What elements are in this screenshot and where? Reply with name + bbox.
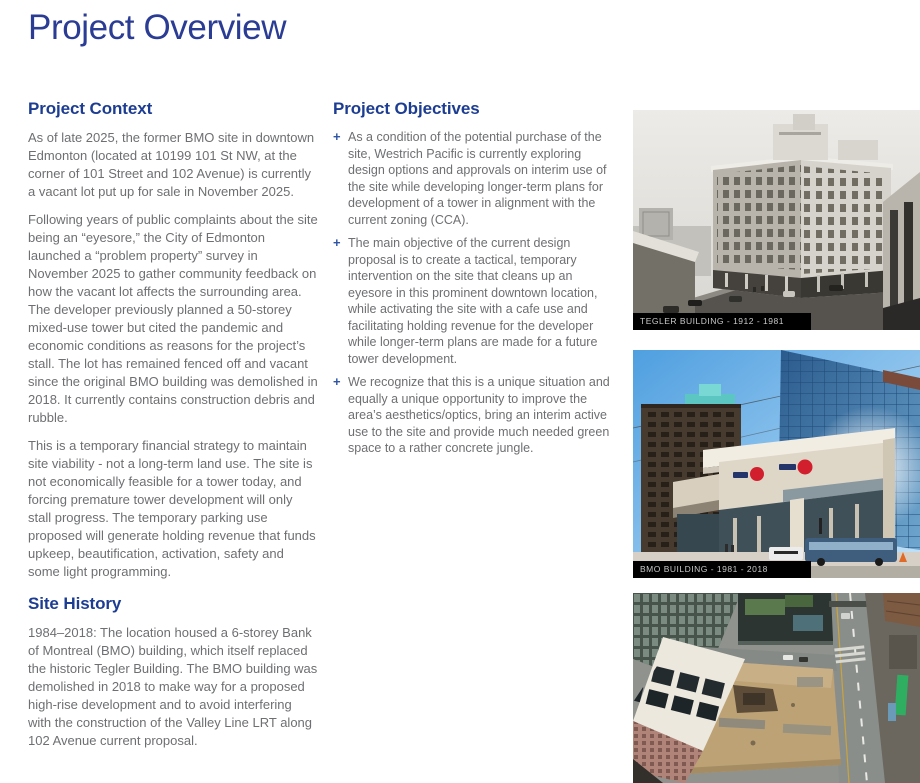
left-column — [28, 99, 318, 760]
plus-bullet-icon: + — [333, 129, 341, 144]
page-title: Project Overview — [28, 8, 287, 47]
objective-item-text: The main objective of the current design proposal is to create a tactical, temporary intervention on the site that cleans up an eyesore in this prominent downtown location, while activating the site with a cafe use and facilitating holding revenue for the developer while longer-term plans are made for a future tower development. — [348, 236, 598, 366]
tegler-building-photo — [633, 110, 920, 330]
bmo-building-photo-image — [633, 350, 920, 578]
section-heading-project-objectives: Project Objectives — [333, 99, 480, 118]
photo-caption-bmo: BMO BUILDING - 1981 - 2018 — [633, 561, 811, 578]
photo-column — [633, 110, 920, 783]
objective-item-1 — [333, 129, 611, 228]
photo-caption-tegler: TEGLER BUILDING - 1912 - 1981 — [633, 313, 811, 330]
paragraph-context-1: As of late 2025, the former BMO site in downtown Edmonton (located at 10199 101 St NW, at the corner of 101 Street and 102 Avenue) is currently a vacant lot put up for sale in November 2025. — [28, 130, 315, 199]
objective-item-text: We recognize that this is a unique situation and equally a unique opportunity to improve the area’s aesthetics/optics, bring an interim active use to the site and provide much needed green space to a rather concrete jungle. — [348, 375, 610, 455]
paragraph-site-history-1: 1984–2018: The location housed a 6-storey Bank of Montreal (BMO) building, which itself replaced the historic Tegler Building. The BMO building was demolished in 2018 to make way for a proposed high-rise development and to avoid interfering with the construction of the Valley Line LRT along 102 Avenue current proposal. — [28, 625, 318, 748]
section-heading-site-history: Site History — [28, 594, 122, 613]
paragraph-context-2: Following years of public complaints about the site being an “eyesore,” the City of Edmonton launched a “problem property” survey in November 2025 to gather community feedback on how the vacant lot affects the surrounding area. The developer previously planned a 50-storey mixed-use tower but cited the pandemic and economic conditions as reasons for the project’s stall. The lot has remained fenced off and vacant since the original BMO building was demolished in 2018. It currently contains construction debris and rubble. — [28, 212, 318, 425]
objective-item-text: As a condition of the potential purchase of the site, Westrich Pacific is currently exploring design options and approvals on interim use of the site while developing longer-term plans for development of a tower in alignment with the current zoning (CCA). — [348, 130, 607, 227]
paragraph-context-3: This is a temporary financial strategy to maintain site viability - not a long-term land use. The site is not economically feasible for a tower today, and forcing premature tower development will only stall progress. The temporary parking use proposed will generate holding revenue that funds upkeep, beautification, activation, safety and some light programming. — [28, 438, 316, 579]
section-heading-project-context: Project Context — [28, 99, 153, 118]
plus-bullet-icon: + — [333, 235, 341, 250]
objective-item-2 — [333, 235, 611, 367]
objectives-column — [333, 99, 611, 464]
objectives-list — [333, 129, 611, 457]
tegler-building-photo-image — [633, 110, 920, 330]
objective-item-3 — [333, 374, 611, 457]
bmo-building-photo — [633, 350, 920, 578]
vacant-lot-aerial-photo-image — [633, 593, 920, 783]
vacant-lot-aerial-photo — [633, 593, 920, 783]
plus-bullet-icon: + — [333, 374, 341, 389]
